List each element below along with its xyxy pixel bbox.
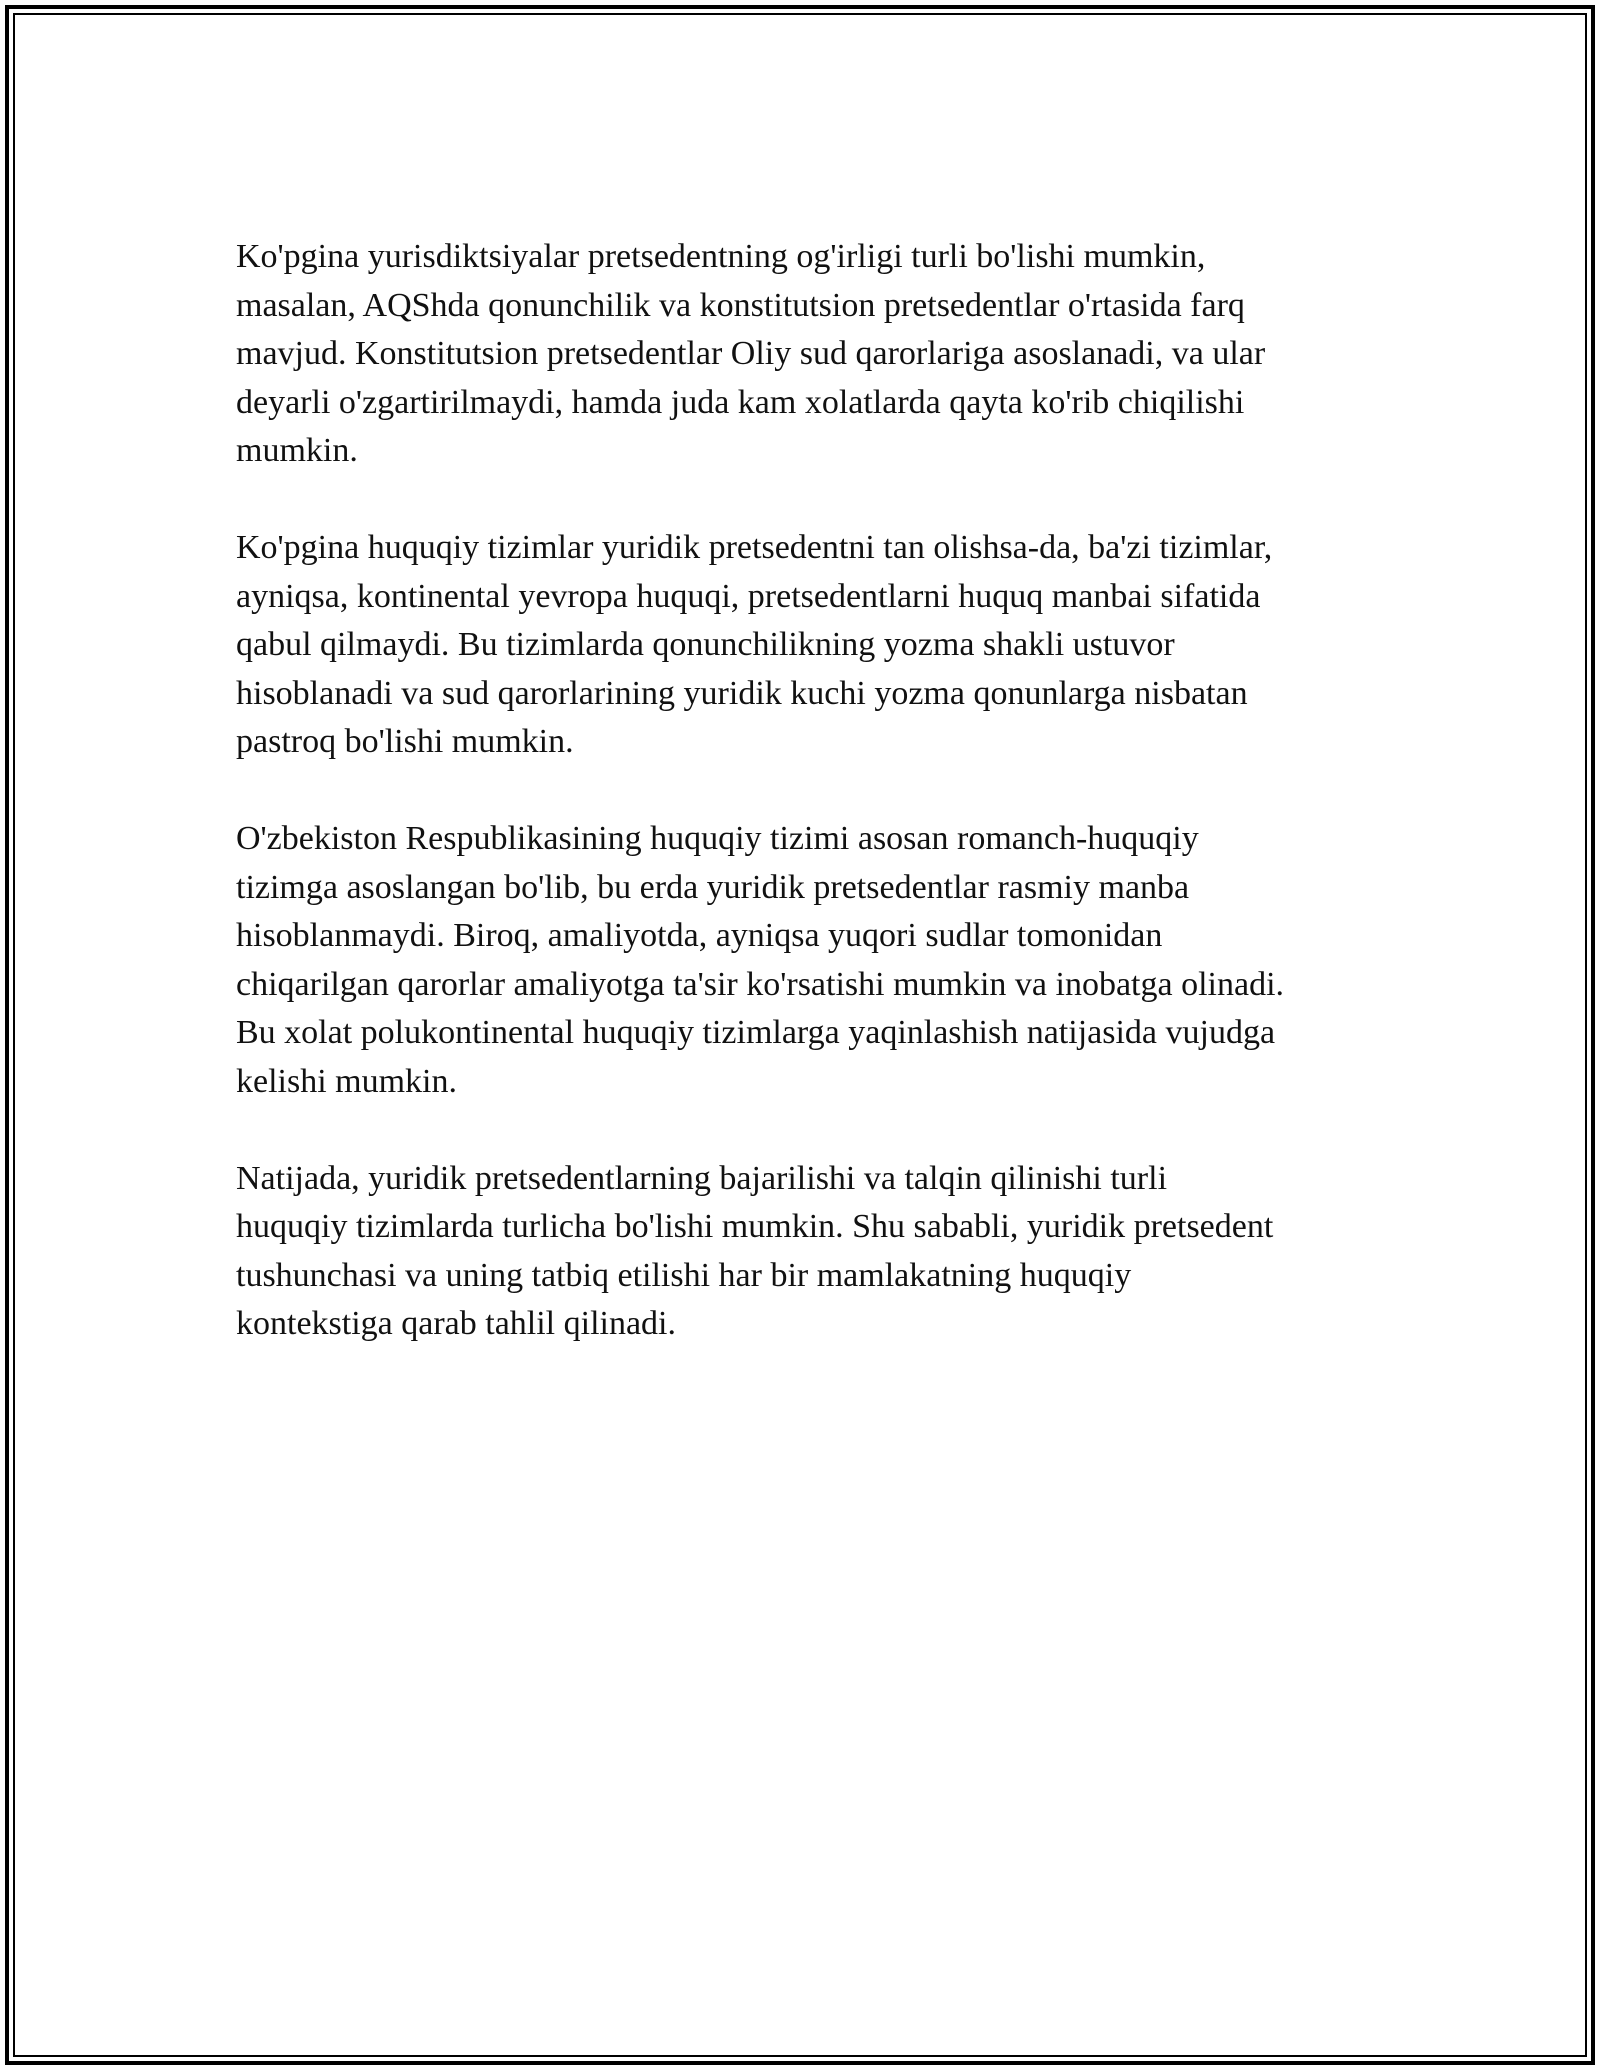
text-line: qabul qilmaydi. Bu tizimlarda qonunchilikning yozma shakli ustuvor	[236, 626, 1175, 663]
text-line: mumkin.	[236, 432, 358, 469]
paragraph-1	[236, 233, 1376, 476]
text-line: hisoblanmaydi. Biroq, amaliyotda, ayniqsa yuqori sudlar tomonidan	[236, 917, 1163, 954]
paragraph-3	[236, 815, 1376, 1106]
text-line: chiqarilgan qarorlar amaliyotga ta'sir ko'rsatishi mumkin va inobatga olinadi.	[236, 965, 1285, 1003]
text-line: Ko'pgina huquqiy tizimlar yuridik pretsedentni tan olishsa-da, ba'zi tizimlar,	[236, 529, 1273, 566]
paragraph-2	[236, 524, 1376, 767]
text-line: masalan, AQShda qonunchilik va konstitutsion pretsedentlar o'rtasida farq	[236, 286, 1245, 324]
text-line: O'zbekiston Respublikasining huquqiy tizimi asosan romanch-huquqiy	[236, 820, 1199, 857]
document-body	[236, 233, 1376, 1397]
text-line: kontekstiga qarab tahlil qilinadi.	[236, 1305, 677, 1342]
text-line: mavjud. Konstitutsion pretsedentlar Oliy sud qarorlariga asoslanadi, va ular	[236, 335, 1266, 372]
text-line: Natijada, yuridik pretsedentlarning bajarilishi va talqin qilinishi turli	[236, 1159, 1168, 1197]
text-line: ayniqsa, kontinental yevropa huquqi, pretsedentlarni huquq manbai sifatida	[236, 577, 1261, 615]
text-line: hisoblanadi va sud qarorlarining yuridik kuchi yozma qonunlarga nisbatan	[236, 674, 1248, 712]
text-line: Ko'pgina yurisdiktsiyalar pretsedentning og'irligi turli bo'lishi mumkin,	[236, 238, 1206, 275]
text-line: kelishi mumkin.	[236, 1062, 457, 1100]
text-line: Bu xolat polukontinental huquqiy tizimlarga yaqinlashish natijasida vujudga	[236, 1014, 1276, 1051]
text-line: tushunchasi va uning tatbiq etilishi har bir mamlakatning huquqiy	[236, 1256, 1132, 1294]
paragraph-4	[236, 1155, 1376, 1349]
text-line: tizimga asoslangan bo'lib, bu erda yuridik pretsedentlar rasmiy manba	[236, 868, 1190, 906]
text-line: deyarli o'zgartirilmaydi, hamda juda kam xolatlarda qayta ko'rib chiqilishi	[236, 383, 1245, 421]
text-line: huquqiy tizimlarda turlicha bo'lishi mumkin. Shu sababli, yuridik pretsedent	[236, 1208, 1274, 1245]
text-line: pastroq bo'lishi mumkin.	[236, 723, 574, 760]
